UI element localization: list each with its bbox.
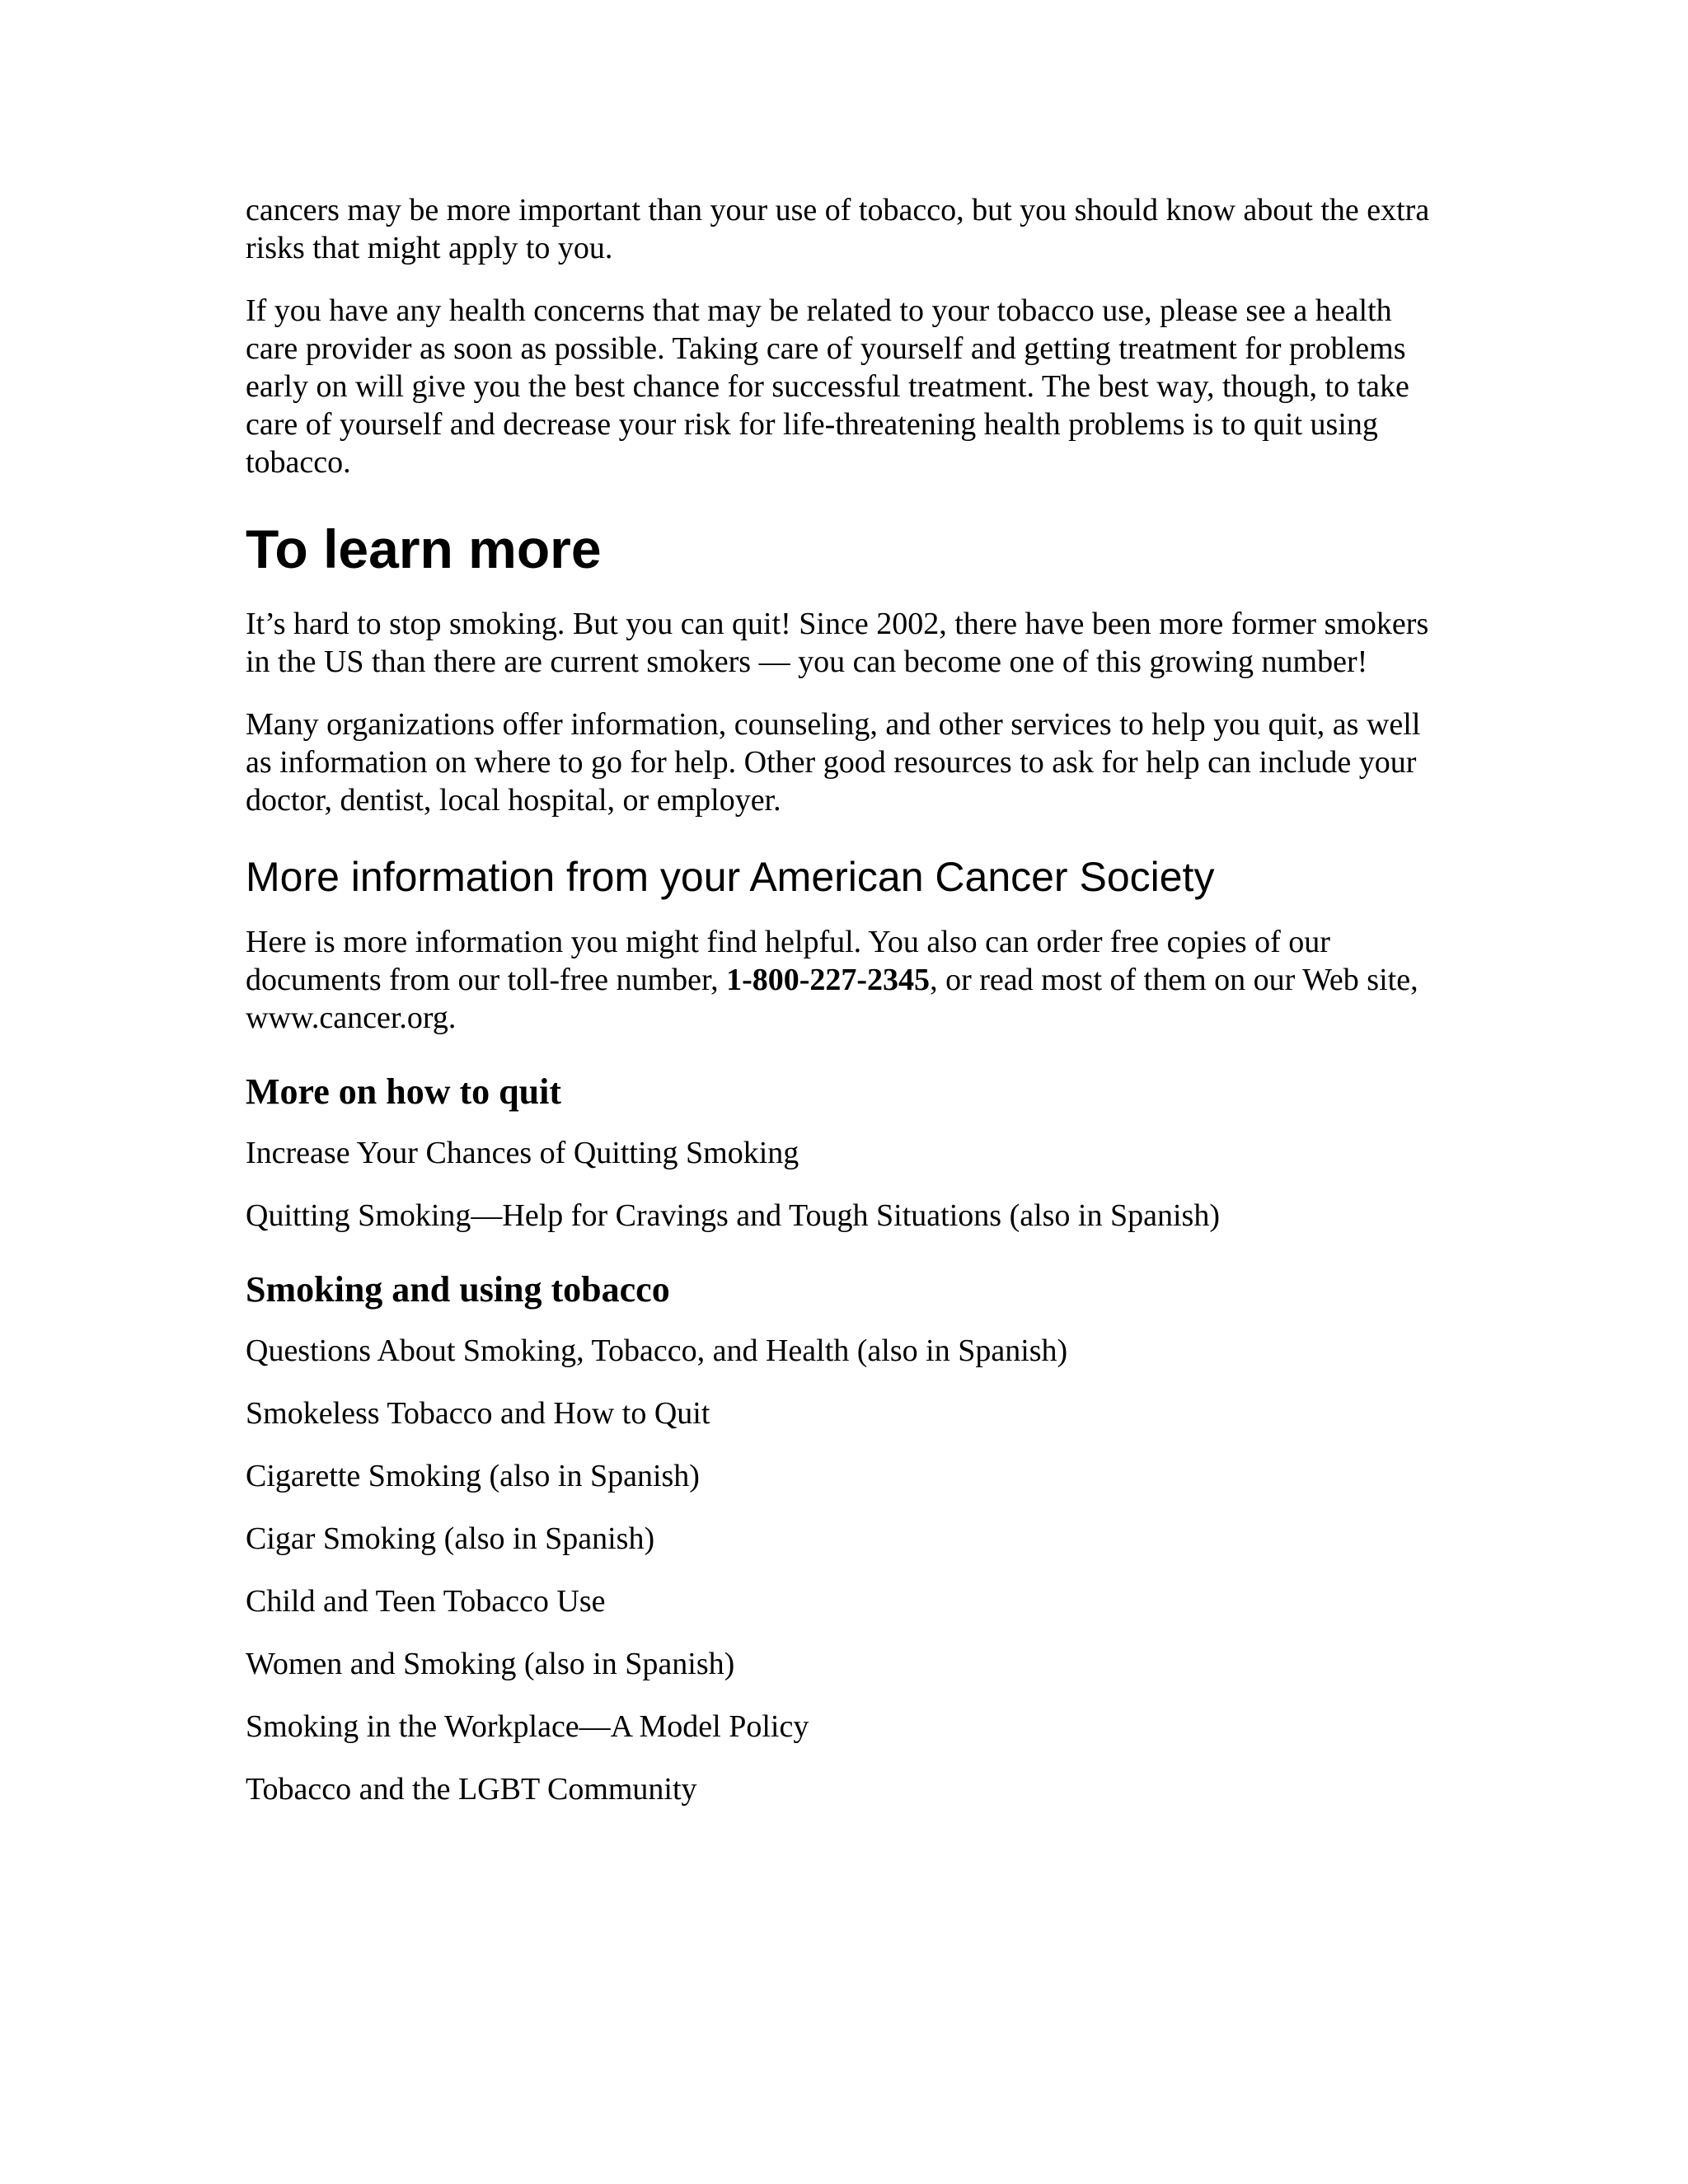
document-title-item: Smokeless Tobacco and How to Quit — [246, 1396, 710, 1431]
document-title-item: Smoking in the Workplace—A Model Policy — [246, 1709, 809, 1744]
intro-paragraph-1: cancers may be more important than your use of tobacco, but you should know about the extra risks that might apply to you. — [246, 193, 1430, 265]
document-title-item: Quitting Smoking—Help for Cravings and Tough Situations (also in Spanish) — [246, 1198, 1220, 1233]
subheading-how-to-quit: More on how to quit — [246, 1071, 561, 1112]
section-heading-acs: More information from your American Cancer Society — [246, 854, 1215, 900]
document-title-item: Tobacco and the LGBT Community — [246, 1772, 697, 1807]
learn-more-paragraph-2: Many organizations offer information, counseling, and other services to help you quit, as well as information on where to go for help. Other good resources to ask for help can include your doctor, dentist, local hospital, or employer. — [246, 707, 1421, 818]
document-title-item: Cigarette Smoking (also in Spanish) — [246, 1459, 700, 1493]
acs-paragraph — [246, 923, 1449, 1037]
page-content — [246, 191, 1449, 1833]
learn-more-paragraph-1: It’s hard to stop smoking. But you can quit! Since 2002, there have been more former smokers in the US than there are current smokers — you can become one of this growing number! — [246, 607, 1429, 679]
document-title-item: Questions About Smoking, Tobacco, and Health (also in Spanish) — [246, 1333, 1068, 1368]
acs-paragraph-end: , or read most of them on our Web site, www.cancer.org. — [246, 963, 1418, 1035]
document-title-item: Cigar Smoking (also in Spanish) — [246, 1521, 655, 1556]
subheading-smoking-tobacco: Smoking and using tobacco — [246, 1269, 670, 1310]
section-heading-learn-more: To learn more — [246, 518, 602, 579]
document-title-item: Child and Teen Tobacco Use — [246, 1584, 606, 1619]
acs-paragraph-start: Here is more information you might find helpful. You also can order free copies of our documents from our toll-free number, — [246, 925, 1330, 997]
how-to-quit-list — [246, 1134, 1449, 1235]
toll-free-phone: 1-800-227-2345 — [726, 963, 931, 997]
document-title-item: Increase Your Chances of Quitting Smoking — [246, 1136, 799, 1170]
document-title-item: Women and Smoking (also in Spanish) — [246, 1647, 735, 1681]
intro-paragraph-2: If you have any health concerns that may be related to your tobacco use, please see a health care provider as soon as possible. Taking care of yourself and getting treatment for problems early on will give you the best chance for successful treatment. The best way, though, to take care of yourself and decrease your risk for life-threatening health problems is to quit using tobacco. — [246, 293, 1409, 480]
smoking-tobacco-list — [246, 1332, 1449, 1808]
